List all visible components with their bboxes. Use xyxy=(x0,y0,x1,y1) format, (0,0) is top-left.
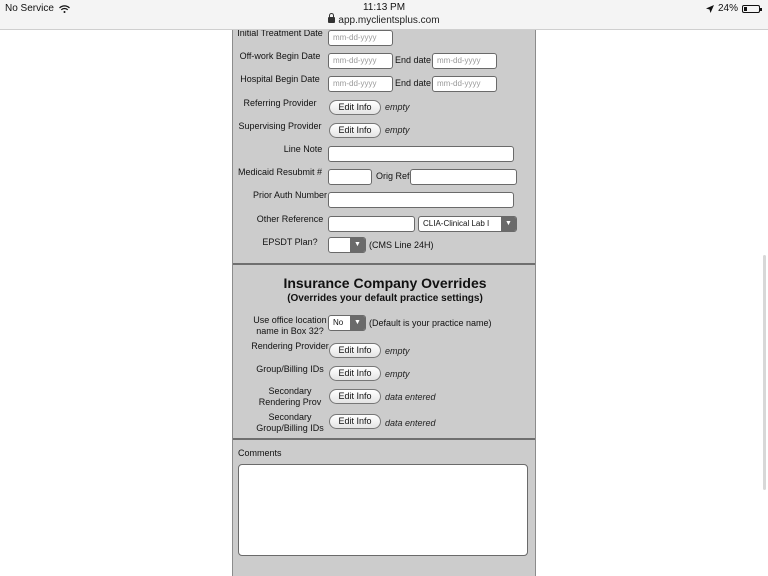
prior-auth-input[interactable] xyxy=(328,192,514,208)
lock-icon xyxy=(328,17,335,23)
referring-provider-status: empty xyxy=(385,102,410,112)
epsdt-select[interactable] xyxy=(328,237,366,253)
hospital-begin-label: Hospital Begin Date xyxy=(240,74,320,84)
initial-treatment-date-input[interactable]: mm-dd-yyyy xyxy=(328,30,393,46)
other-reference-type-value: CLIA-Clinical Lab I xyxy=(423,219,490,228)
office-location-note: (Default is your practice name) xyxy=(369,318,492,328)
status-bar xyxy=(0,0,768,30)
clock: 11:13 PM xyxy=(362,2,406,13)
hospital-end-input[interactable]: mm-dd-yyyy xyxy=(432,76,497,92)
referring-provider-edit-button[interactable]: Edit Info xyxy=(329,100,381,115)
rendering-provider-status: empty xyxy=(385,346,410,356)
secondary-group-status: data entered xyxy=(385,418,436,428)
secondary-rendering-edit-button[interactable]: Edit Info xyxy=(329,389,381,404)
off-work-begin-input[interactable]: mm-dd-yyyy xyxy=(328,53,393,69)
secondary-rendering-status: data entered xyxy=(385,392,436,402)
other-reference-label: Other Reference xyxy=(256,214,324,224)
office-location-select[interactable] xyxy=(328,315,366,331)
group-billing-status: empty xyxy=(385,369,410,379)
supervising-provider-edit-button[interactable]: Edit Info xyxy=(329,123,381,138)
chevron-down-icon: ▼ xyxy=(350,238,365,252)
medicaid-resubmit-input[interactable] xyxy=(328,169,372,185)
supervising-provider-status: empty xyxy=(385,125,410,135)
referring-provider-label: Referring Provider xyxy=(243,98,317,108)
off-work-end-input[interactable]: mm-dd-yyyy xyxy=(432,53,497,69)
epsdt-label: EPSDT Plan? xyxy=(262,237,318,247)
overrides-title: Insurance Company Overrides xyxy=(283,275,487,291)
scrollbar[interactable] xyxy=(763,255,766,490)
off-work-begin-label: Off-work Begin Date xyxy=(239,51,321,61)
section-divider xyxy=(233,263,536,265)
battery-percent: 24% xyxy=(717,3,738,14)
off-work-end-label: End date xyxy=(395,55,432,65)
epsdt-note: (CMS Line 24H) xyxy=(369,240,434,250)
location-arrow-icon xyxy=(706,5,714,13)
claim-form-panel xyxy=(232,30,536,576)
status-right xyxy=(706,3,760,14)
other-reference-type-select[interactable] xyxy=(418,216,517,232)
office-location-label-line2: name in Box 32? xyxy=(256,326,324,336)
rendering-provider-edit-button[interactable]: Edit Info xyxy=(329,343,381,358)
secondary-rendering-label-line1: Secondary xyxy=(268,386,312,396)
line-note-label: Line Note xyxy=(283,144,323,154)
other-reference-input[interactable] xyxy=(328,216,415,232)
battery-icon xyxy=(742,5,760,13)
url-bar[interactable] xyxy=(0,15,768,26)
group-billing-label: Group/Billing IDs xyxy=(256,364,324,374)
initial-treatment-date-label: Initial Treatment Date xyxy=(237,30,323,38)
secondary-group-edit-button[interactable]: Edit Info xyxy=(329,414,381,429)
url-text: app.myclientsplus.com xyxy=(338,15,440,26)
chevron-down-icon: ▼ xyxy=(350,316,365,330)
secondary-group-label-line1: Secondary xyxy=(268,412,312,422)
secondary-rendering-label-line2: Rendering Prov xyxy=(258,397,322,407)
prior-auth-label: Prior Auth Number xyxy=(252,190,328,200)
medicaid-resubmit-label: Medicaid Resubmit # xyxy=(237,167,323,177)
hospital-begin-input[interactable]: mm-dd-yyyy xyxy=(328,76,393,92)
carrier-text: No Service xyxy=(5,3,54,14)
hospital-end-label: End date xyxy=(395,78,432,88)
orig-ref-input[interactable] xyxy=(410,169,517,185)
overrides-subtitle: (Overrides your default practice settings) xyxy=(287,293,483,304)
comments-label: Comments xyxy=(238,448,282,458)
line-note-input[interactable] xyxy=(328,146,514,162)
office-location-label-line1: Use office location xyxy=(253,315,327,325)
office-location-select-value: No xyxy=(333,318,344,327)
rendering-provider-label: Rendering Provider xyxy=(251,341,329,351)
orig-ref-label: Orig Ref xyxy=(376,171,410,181)
supervising-provider-label: Supervising Provider xyxy=(238,121,322,131)
section-divider xyxy=(233,438,536,440)
group-billing-edit-button[interactable]: Edit Info xyxy=(329,366,381,381)
comments-textarea[interactable] xyxy=(238,464,528,556)
chevron-down-icon: ▼ xyxy=(501,217,516,231)
secondary-group-label-line2: Group/Billing IDs xyxy=(256,423,324,433)
